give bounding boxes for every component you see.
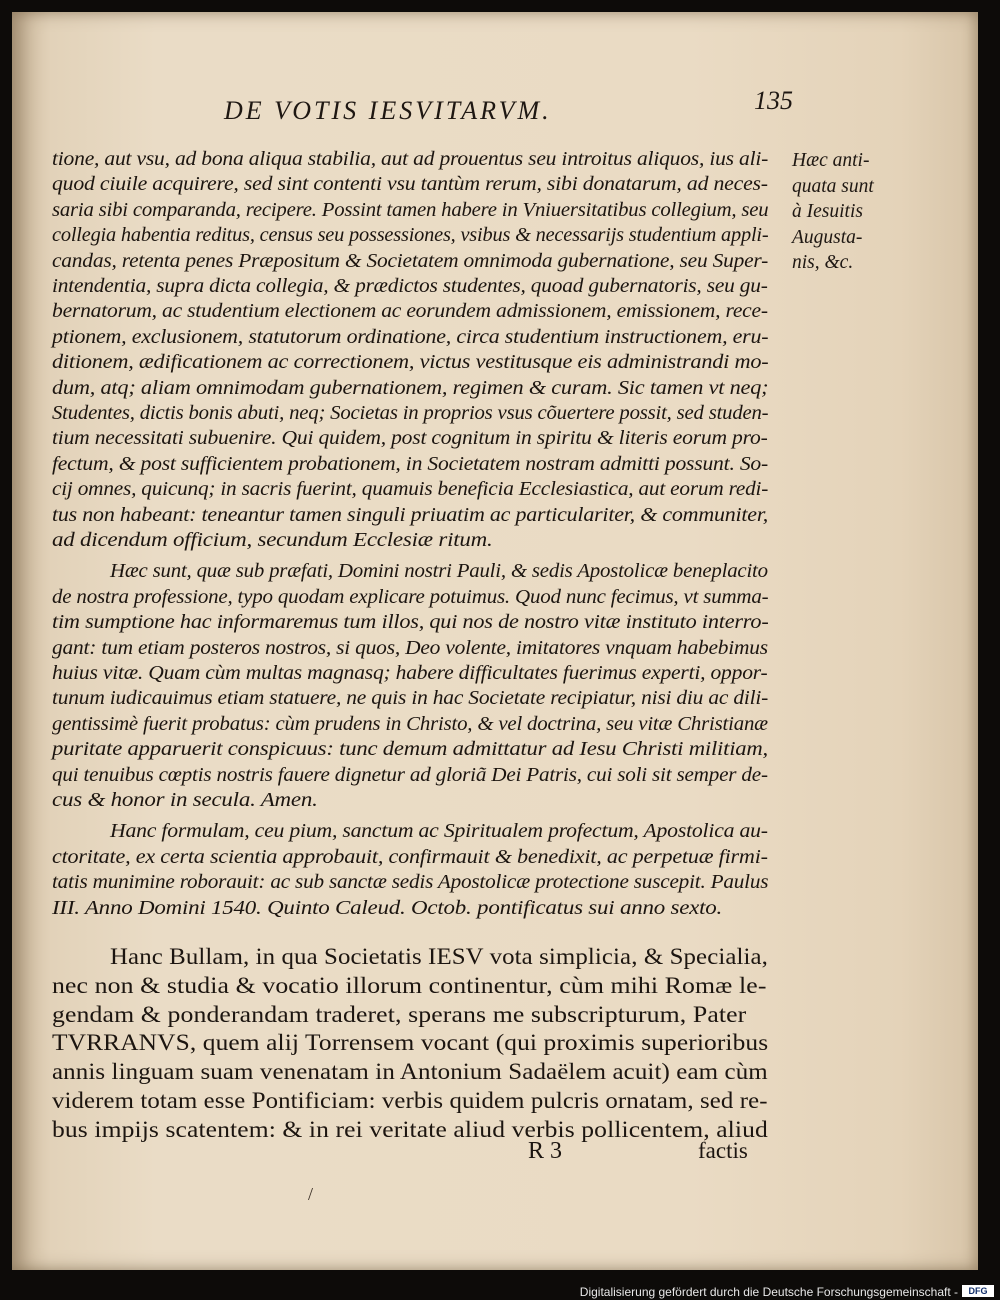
stray-ink-mark: / xyxy=(308,1184,314,1204)
text-line: gant: tum etiam posteros nostros, si quos, Deo volente, imitatores vnquam habebimus xyxy=(52,636,768,659)
text-line: ctoritate, ex certa scientia approbauit, confirmauit & benedixit, ac perpetuæ firmi- xyxy=(52,845,768,868)
book-page xyxy=(12,12,978,1270)
text-line: Studentes, dictis bonis abuti, neq; Societas in proprios vsus cõuertere possit, sed studen- xyxy=(52,402,769,424)
text-line: cij omnes, quicunq; in sacris fuerint, quamuis beneficia Ecclesiastica, aut eorum redi- xyxy=(52,478,769,501)
text-line: tim sumptione hac informaremus tum illos, qui nos de nostro vitæ instituto interro- xyxy=(52,611,769,634)
digitization-footer xyxy=(0,1282,1000,1300)
marginal-note-line: à Iesuitis xyxy=(792,201,863,222)
text-line: bus impijs scatentem: & in rei veritate aliud verbis pollicentem, aliud xyxy=(52,1116,768,1142)
marginal-note-line: Hæc anti- xyxy=(792,150,870,171)
text-line: dum, atq; aliam omnimodam gubernationem, regimen & curam. Sic tamen vt neq; xyxy=(52,376,769,399)
text-line: intendentia, supra dicta collegia, & prædictos studentes, quoad gubernatoris, seu gu- xyxy=(52,275,768,297)
text-line: Hanc formulam, ceu pium, sanctum ac Spiritualem profectum, Apostolica au- xyxy=(110,820,768,843)
text-line: fectum, & post sufficientem probationem, in Societatem nostram admitti possunt. So- xyxy=(52,452,769,475)
text-line: collegia habentia reditus, census seu possessiones, vsibus & necessarijs studentium appli- xyxy=(52,224,769,247)
text-line: tus non habeant: teneantur tamen singuli priuatim ac particulariter, & communiter, xyxy=(52,503,769,526)
text-line: bernatorum, ac studentium electionem ac eorundem admissionem, emissionem, rece- xyxy=(52,300,768,323)
text-line: tium necessitati subuenire. Qui quidem, post cognitum in spiritu & literis eorum pro- xyxy=(52,427,768,450)
text-line: Hæc sunt, quæ sub præfati, Domini nostri Pauli, & sedis Apostolicæ beneplacito xyxy=(110,560,768,583)
marginal-note-line: Augusta- xyxy=(792,226,863,248)
text-line: III. Anno Domini 1540. Quinto Caleud. Octob. pontificatus sui anno sexto. xyxy=(52,896,723,919)
signature-mark: R 3 xyxy=(528,1138,563,1164)
text-line: saria sibi comparanda, recipere. Possint tamen habere in Vniuersitatibus collegium, seu xyxy=(52,198,769,221)
page-header xyxy=(12,86,978,126)
text-line: quod ciuile acquirere, sed sint contenti vsu tantùm rerum, sibi donatarum, ad neces- xyxy=(52,173,768,196)
footer-credit: Digitalisierung gefördert durch die Deutsche Forschungsgemeinschaft - xyxy=(579,1285,958,1299)
text-line: huius vitæ. Quam cùm multas magnasq; habere difficultates fuerimus experti, oppor- xyxy=(52,662,768,684)
text-line: puritate apparuerit conspicuus: tunc demum admittatur ad Iesu Christi militiam, xyxy=(52,738,769,761)
text-line: TVRRANVS, quem alij Torrensem vocant (qui proximis superioribus xyxy=(52,1030,769,1056)
text-line: tunum iudicauimus etiam statuere, ne quis in hac Societate recipiatur, nisi diu ac dili- xyxy=(52,687,769,710)
text-line: nec non & studia & vocatio illorum continentur, cùm mihi Romæ le- xyxy=(52,972,767,998)
marginal-note-line: nis, &c. xyxy=(792,252,854,273)
text-line: ptionem, exclusionem, statutorum ordinatione, circa studentium instructionem, eru- xyxy=(52,325,769,348)
text-line: tione, aut vsu, ad bona aliqua stabilia, aut ad prouentus seu introitus aliquos, ius ali- xyxy=(52,148,769,170)
text-line: tatis munimine roborauit: ac sub sanctæ sedis Apostolicæ protectione suscepit. Paulus xyxy=(52,871,769,894)
text-line: gentissimè fuerit probatus: cùm prudens in Christo, & vel doctrina, seu vitæ Christianæ xyxy=(52,712,768,735)
text-line: Hanc Bullam, in qua Societatis IESV vota simplicia, & Specialia, xyxy=(110,944,768,969)
text-line: ad dicendum officium, secundum Ecclesiæ ritum. xyxy=(52,529,493,551)
page-number: 135 xyxy=(754,86,793,115)
dfg-logo: DFG xyxy=(962,1285,994,1297)
marginal-note-line: quata sunt xyxy=(792,175,874,197)
text-line: gendam & ponderandam traderet, sperans me subscripturum, Pater xyxy=(52,1001,747,1027)
catchword: factis xyxy=(698,1138,748,1163)
text-line: cus & honor in secula. Amen. xyxy=(52,789,318,811)
text-line: de nostra professione, typo quodam explicare potuimus. Quod nunc fecimus, vt summa- xyxy=(52,585,769,608)
running-head: DE VOTIS IESVITARVM. xyxy=(224,96,552,125)
text-line: qui tenuibus cœptis nostris fauere dignetur ad gloriã Dei Patris, cui soli sit semper de- xyxy=(52,763,768,786)
text-line: ditionem, ædificationem ac correctionem, victus vestitusque eis administrandi mo- xyxy=(52,351,769,374)
text-line: annis linguam suam venenatam in Antonium Sadaëlem acuit) eam cùm xyxy=(52,1059,768,1085)
marginal-note xyxy=(792,148,882,276)
text-line: viderem totam esse Pontificiam: verbis quidem pulcris ornatam, sed re- xyxy=(52,1088,768,1113)
text-line: candas, retenta penes Præpositum & Societatem omnimoda gubernatione, seu Super- xyxy=(52,249,769,272)
